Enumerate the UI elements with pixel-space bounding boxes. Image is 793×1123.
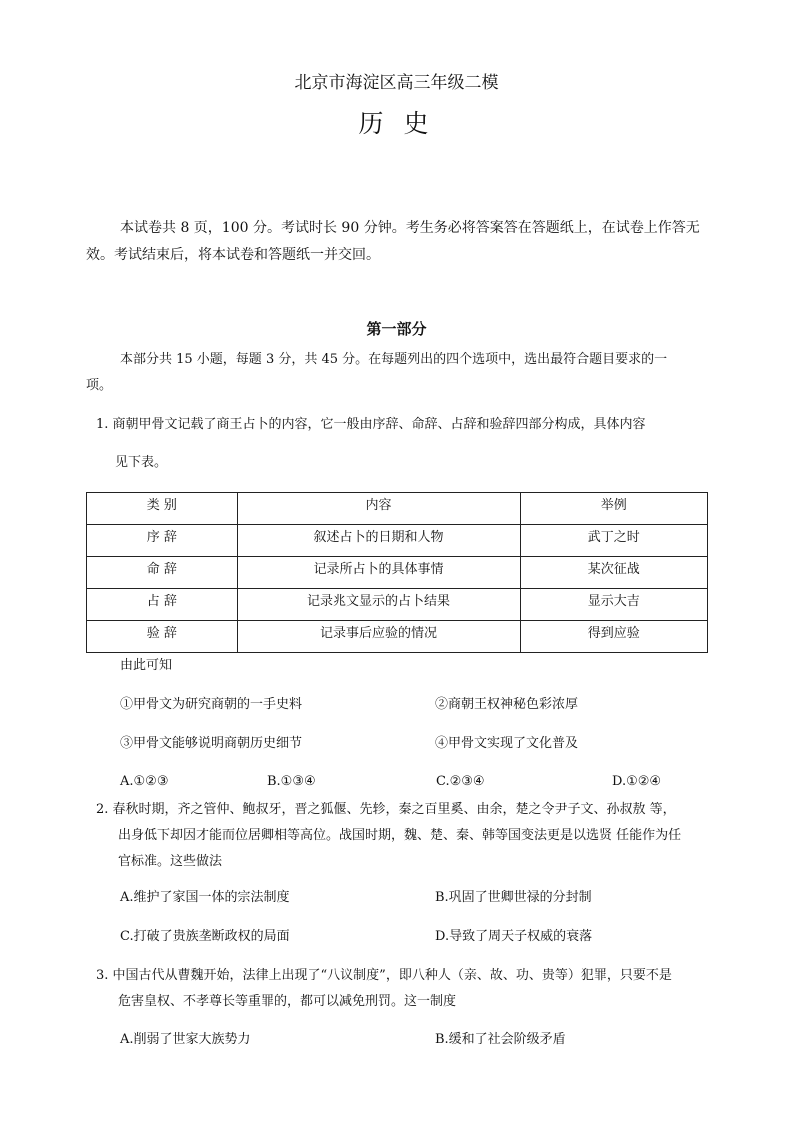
q1-statement-2: ②商朝王权神秘色彩浓厚 bbox=[435, 697, 579, 712]
q2-option-b: B.巩固了世卿世禄的分封制 bbox=[435, 890, 592, 905]
section-title: 第一部分 bbox=[366, 320, 427, 338]
instructions-line-2: 效。考试结束后，将本试卷和答题纸一并交回。 bbox=[86, 247, 380, 263]
table-header-cell: 类 别 bbox=[87, 493, 238, 525]
table-row bbox=[87, 525, 708, 557]
q1-stem-line-2: 见下表。 bbox=[115, 455, 168, 470]
q1-lead: 由此可知 bbox=[120, 658, 173, 673]
q1-statement-3: ③甲骨文能够说明商朝历史细节 bbox=[120, 736, 303, 751]
table-cell: 命 辞 bbox=[87, 557, 238, 589]
table-cell: 记录兆文显示的占卜结果 bbox=[237, 589, 520, 621]
table-header-row bbox=[87, 493, 708, 525]
subject-title: 历 史 bbox=[358, 109, 435, 138]
instructions-line-1: 本试卷共 8 页，100 分。考试时长 90 分钟。考生务必将答案答在答题纸上，在试卷上作答无 bbox=[120, 220, 700, 236]
q1-option-a: A.①②③ bbox=[120, 774, 169, 789]
table-header-cell: 举例 bbox=[520, 493, 707, 525]
q3-option-b: B.缓和了社会阶级矛盾 bbox=[435, 1032, 566, 1047]
q3-stem-line-2: 危害皇权、不孝尊长等重罪的，都可以减免刑罚。这一制度 bbox=[118, 994, 457, 1009]
q2-stem-line-2: 出身低下却因才能而位居卿相等高位。战国时期，魏、楚、秦、韩等国变法更是以选贤 任能作为任 bbox=[118, 828, 682, 843]
table-cell: 武丁之时 bbox=[520, 525, 707, 557]
exam-title: 北京市海淀区高三年级二模 bbox=[294, 73, 499, 93]
section-intro-line-2: 项。 bbox=[86, 378, 113, 393]
q3-option-a: A.削弱了世家大族势力 bbox=[120, 1032, 251, 1047]
table-cell: 叙述占卜的日期和人物 bbox=[237, 525, 520, 557]
q1-stem-line-1: 1. 商朝甲骨文记载了商王占卜的内容，它一般由序辞、命辞、占辞和验辞四部分构成，具体内容 bbox=[96, 417, 646, 432]
table-header-cell: 内容 bbox=[237, 493, 520, 525]
table-cell: 占 辞 bbox=[87, 589, 238, 621]
q2-option-c: C.打破了贵族垄断政权的局面 bbox=[120, 929, 290, 944]
table-row bbox=[87, 589, 708, 621]
q1-option-d: D.①②④ bbox=[612, 774, 662, 789]
q2-stem-line-1: 2. 春秋时期，齐之管仲、鲍叔牙，晋之狐偃、先轸，秦之百里奚、由余，楚之令尹子文、孙叔敖 等， bbox=[96, 802, 676, 817]
q1-statement-1: ①甲骨文为研究商朝的一手史料 bbox=[120, 697, 303, 712]
table-cell: 记录事后应验的情况 bbox=[237, 621, 520, 653]
table-cell: 得到应验 bbox=[520, 621, 707, 653]
table-row bbox=[87, 621, 708, 653]
table-row bbox=[87, 557, 708, 589]
q3-stem-line-1: 3. 中国古代从曹魏开始，法律上出现了“八议制度”，即八种人（亲、故、功、贵等）犯罪，只要不是 bbox=[96, 968, 672, 983]
table-cell: 序 辞 bbox=[87, 525, 238, 557]
q2-option-a: A.维护了家国一体的宗法制度 bbox=[120, 890, 290, 905]
q1-option-c: C.②③④ bbox=[436, 774, 485, 789]
oracle-bone-table bbox=[86, 492, 708, 653]
q2-option-d: D.导致了周天子权威的衰落 bbox=[435, 929, 593, 944]
table-cell: 验 辞 bbox=[87, 621, 238, 653]
table-cell: 显示大吉 bbox=[520, 589, 707, 621]
table-cell: 记录所占卜的具体事情 bbox=[237, 557, 520, 589]
q1-statement-4: ④甲骨文实现了文化普及 bbox=[435, 736, 579, 751]
q2-stem-line-3: 官标准。这些做法 bbox=[118, 854, 223, 869]
table-cell: 某次征战 bbox=[520, 557, 707, 589]
section-intro-line-1: 本部分共 15 小题，每题 3 分，共 45 分。在每题列出的四个选项中，选出最符合题目要求的一 bbox=[120, 352, 668, 367]
q1-option-b: B.①③④ bbox=[267, 774, 316, 789]
